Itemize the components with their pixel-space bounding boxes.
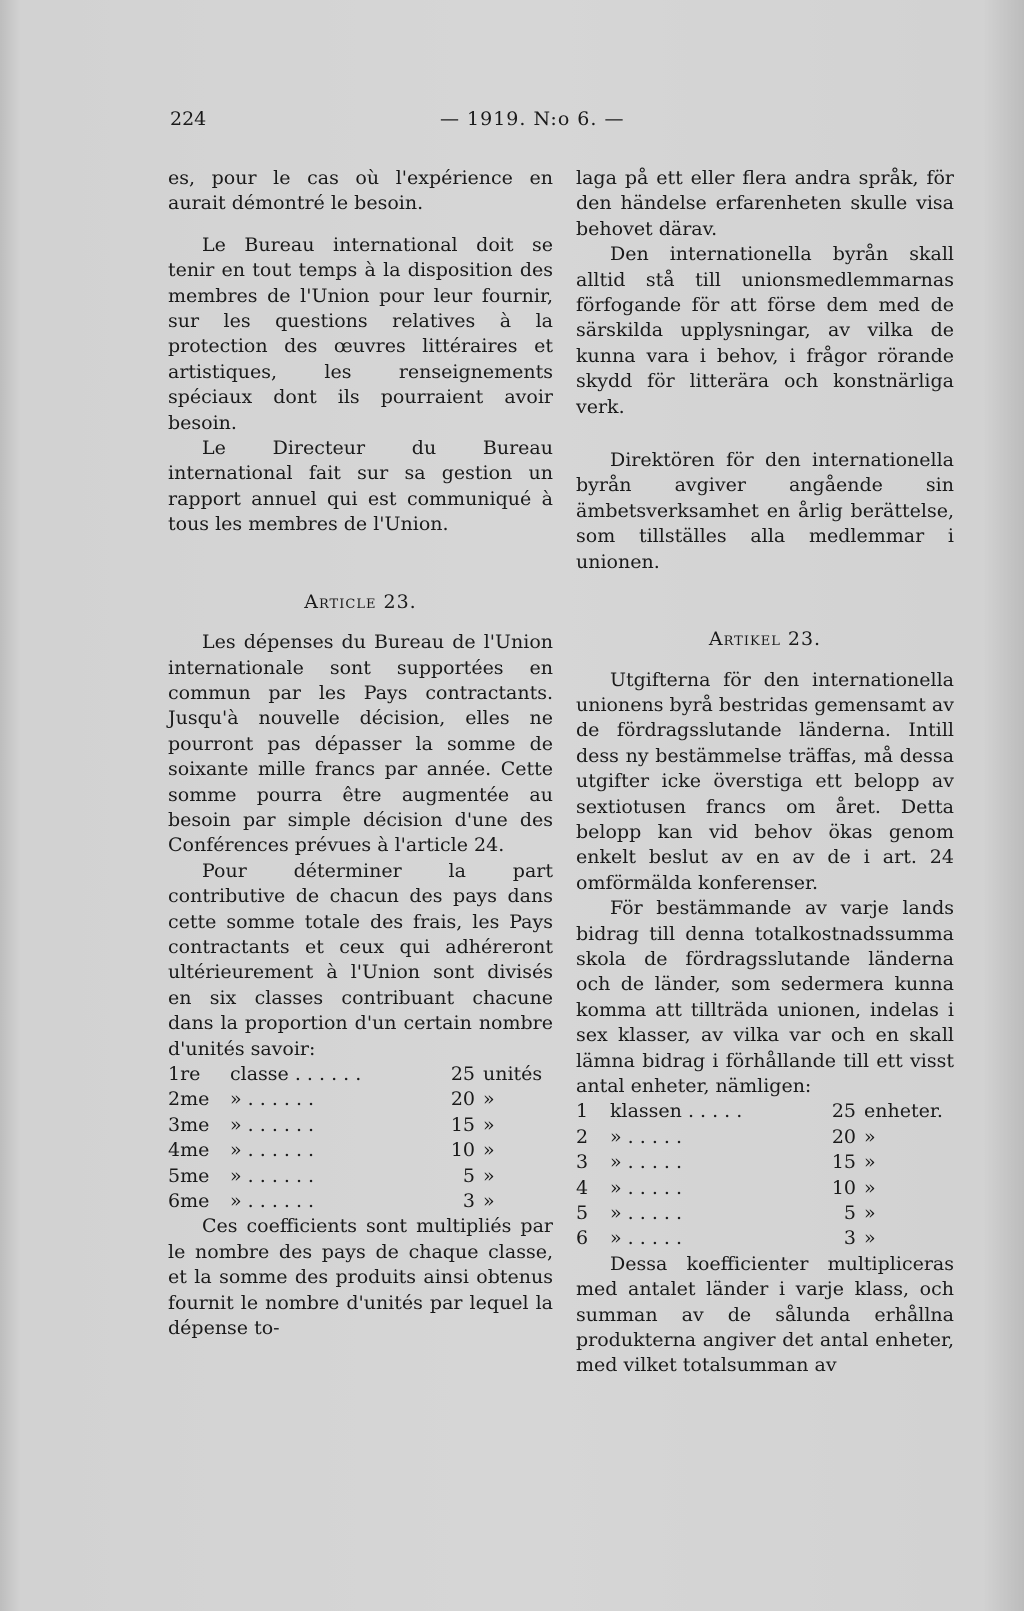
class-unit: » bbox=[483, 1088, 495, 1111]
class-word: classe . . . . . . bbox=[230, 1063, 362, 1085]
class-value: 20 bbox=[831, 1125, 856, 1148]
class-word: » . . . . . bbox=[610, 1202, 683, 1225]
class-unit: » bbox=[864, 1227, 876, 1250]
fr-paragraph-1: es, pour le cas où l'expérience en aurait démontré le besoin. bbox=[168, 167, 553, 215]
class-value: 10 bbox=[831, 1176, 856, 1199]
class-unit: » bbox=[864, 1151, 876, 1174]
class-label: 3me bbox=[168, 1113, 210, 1136]
sv-paragraph-3: Direktören för den internationella byrån avgiver angående sin ämbetsverksamhet en årlig berättelse, som tillställes alla medlemmar i unionen. bbox=[576, 449, 954, 573]
sv-class-row bbox=[576, 1125, 954, 1150]
page-number: 224 bbox=[170, 108, 207, 130]
french-column bbox=[168, 166, 553, 1341]
class-unit: » bbox=[483, 1190, 495, 1213]
sv-class-row bbox=[576, 1099, 954, 1124]
class-value: 25 bbox=[450, 1063, 475, 1085]
class-label: 5me bbox=[168, 1164, 210, 1187]
class-value: 15 bbox=[450, 1113, 475, 1136]
fr-paragraph-2: Le Bureau international doit se tenir en tout temps à la disposition des membres de l'Union pour leur fournir, sur les questions relatives à la protection des œuvres littéraires et artistiques, les renseignements spéciaux dont ils pourraient avoir besoin. bbox=[168, 233, 553, 434]
class-unit: » bbox=[864, 1176, 876, 1199]
fr-class-row bbox=[168, 1164, 553, 1189]
class-value: 3 bbox=[462, 1190, 475, 1213]
class-value: 25 bbox=[831, 1100, 856, 1123]
class-word: » . . . . . . bbox=[230, 1164, 315, 1187]
class-value: 15 bbox=[831, 1151, 856, 1174]
class-value: 3 bbox=[843, 1227, 856, 1250]
sv-class-row bbox=[576, 1176, 954, 1201]
class-word: » . . . . . . bbox=[230, 1190, 315, 1213]
class-word: » . . . . . . bbox=[230, 1088, 315, 1111]
sv-paragraph-4: Utgifterna för den internationella unionens byrå bestridas gemensamt av de fördragsslutande länderna. Intill dess ny bestämmelse träffas, må dessa utgifter icke överstiga ett belopp av sextiotusen francs om året. Detta belopp kan vid behov ökas genom enkelt beslut av en av de i art. 24 omförmälda konferenser. bbox=[576, 668, 954, 894]
class-word: » . . . . . . bbox=[230, 1139, 315, 1162]
class-unit: enheter. bbox=[864, 1100, 943, 1123]
class-label: 1 bbox=[576, 1100, 589, 1123]
fr-paragraph-4: Les dépenses du Bureau de l'Union internationale sont supportées en commun par les Pays contractants. Jusqu'à nouvelle décision, elles ne pourront pas dépasser la somme de soixante mille francs par année. Cette somme pourra être augmentée au besoin par simple décision d'une des Conférences prévues à l'article 24. bbox=[168, 631, 553, 857]
class-value: 20 bbox=[450, 1088, 475, 1111]
class-label: 4me bbox=[168, 1139, 210, 1162]
class-value: 10 bbox=[450, 1139, 475, 1162]
sv-class-row bbox=[576, 1201, 954, 1226]
sv-paragraph-6: Dessa koefficienter multipliceras med antalet länder i varje klass, och summan av de sålunda erhållna produkterna angiver det antal enheter, med vilket totalsumman av bbox=[576, 1252, 954, 1377]
fr-class-row bbox=[168, 1138, 553, 1163]
fr-paragraph-3: Le Directeur du Bureau international fait sur sa gestion un rapport annuel qui est communiqué à tous les membres de l'Union. bbox=[168, 437, 553, 536]
class-unit: » bbox=[864, 1125, 876, 1148]
class-label: 6 bbox=[576, 1227, 589, 1250]
sv-class-row bbox=[576, 1150, 954, 1175]
fr-class-row bbox=[168, 1087, 553, 1112]
class-word: » . . . . . bbox=[610, 1125, 683, 1148]
page-header bbox=[170, 108, 958, 138]
sv-article-title: Artikel 23. bbox=[708, 628, 822, 651]
fr-class-table bbox=[168, 1062, 553, 1214]
class-unit: » bbox=[483, 1164, 495, 1187]
fr-class-row bbox=[168, 1189, 553, 1214]
fr-class-row bbox=[168, 1113, 553, 1138]
fr-paragraph-6: Ces coefficients sont multipliés par le nombre des pays de chaque classe, et la somme des produits ainsi obtenus fournit le nombre d'unités par lequel la dépense to- bbox=[168, 1215, 553, 1340]
class-unit: » bbox=[483, 1139, 495, 1162]
running-head: — 1919. N:o 6. — bbox=[440, 108, 625, 130]
class-word: » . . . . . bbox=[610, 1176, 683, 1199]
class-value: 5 bbox=[843, 1202, 856, 1225]
sv-paragraph-1: laga på ett eller flera andra språk, för den händelse erfarenheten skulle visa behovet därav. bbox=[576, 167, 954, 240]
fr-article-title: Article 23. bbox=[304, 590, 417, 613]
sv-class-row bbox=[576, 1226, 954, 1251]
class-unit: unités bbox=[483, 1063, 543, 1085]
class-label: 3 bbox=[576, 1151, 589, 1174]
sv-paragraph-2: Den internationella byrån skall alltid stå till unionsmedlemmarnas förfogande för att förse dem med de särskilda upplysningar, av vilka de kunna vara i behov, i frågor rörande skydd för litterära och konstnärliga verk. bbox=[576, 243, 954, 418]
class-label: 1re bbox=[168, 1063, 201, 1085]
class-label: 4 bbox=[576, 1176, 589, 1199]
class-unit: » bbox=[864, 1202, 876, 1225]
fr-class-row bbox=[168, 1062, 553, 1087]
sv-class-table bbox=[576, 1099, 954, 1251]
class-unit: » bbox=[483, 1113, 495, 1136]
class-word: » . . . . . bbox=[610, 1151, 683, 1174]
sv-paragraph-5: För bestämmande av varje lands bidrag till denna totalkostnadssumma skola de fördragsslutande länderna och de länder, som sedermera kunna komma att tillträda unionen, indelas i sex klasser, av vilka var och en skall lämna bidrag i förhållande till ett visst antal enheter, nämligen: bbox=[576, 897, 954, 1097]
class-value: 5 bbox=[462, 1164, 475, 1187]
fr-paragraph-5: Pour déterminer la part contributive de chacun des pays dans cette somme totale des frais, les Pays contractants et ceux qui adhéreront ultérieurement à l'Union sont divisés en six classes contribuant chacune dans la proportion d'un certain nombre d'unités savoir: bbox=[168, 859, 553, 1060]
class-word: » . . . . . bbox=[610, 1227, 683, 1250]
swedish-column bbox=[576, 166, 954, 1379]
class-label: 6me bbox=[168, 1190, 210, 1213]
class-label: 5 bbox=[576, 1202, 589, 1225]
class-word: klassen . . . . . bbox=[610, 1100, 743, 1123]
class-label: 2 bbox=[576, 1125, 589, 1148]
class-word: » . . . . . . bbox=[230, 1113, 315, 1136]
class-label: 2me bbox=[168, 1088, 210, 1111]
